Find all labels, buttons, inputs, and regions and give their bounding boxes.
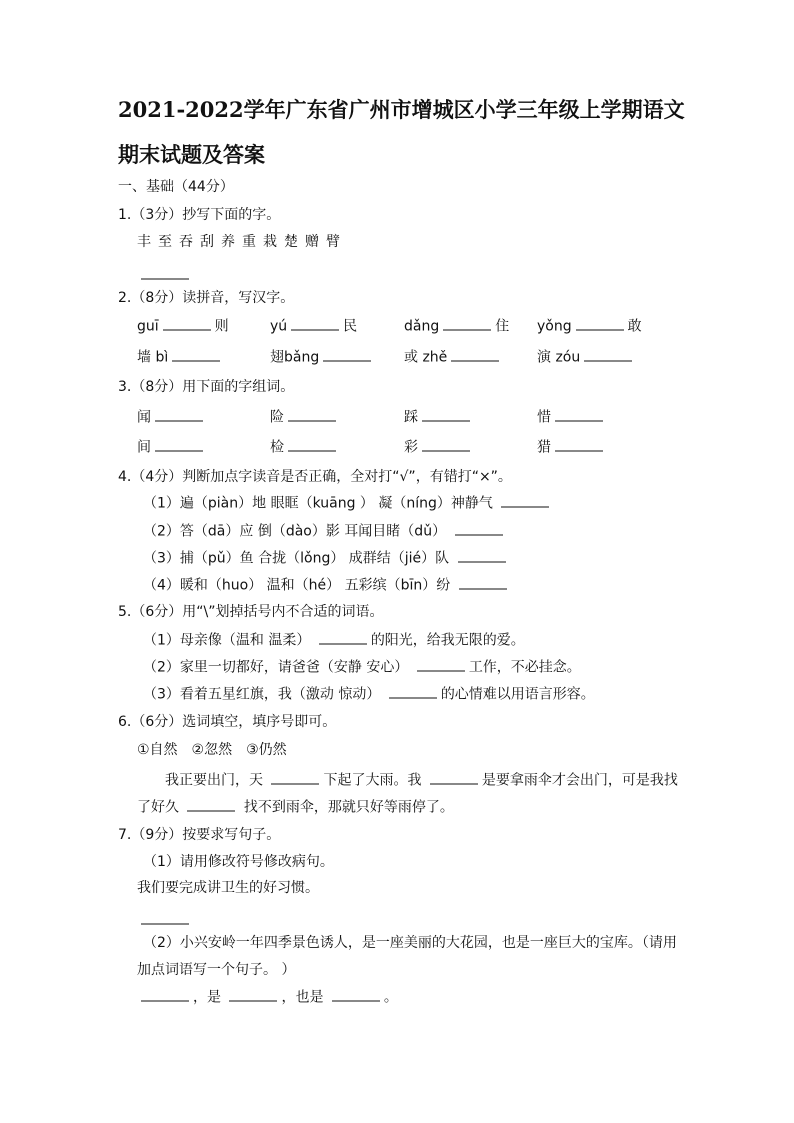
- text-segment: 是要拿雨伞才会出门，可是我找: [481, 772, 678, 789]
- q7-2-answer-line: [137, 987, 398, 1008]
- q7-1-line: [143, 852, 334, 872]
- answer-blank[interactable]: [576, 316, 624, 331]
- q2-row1-cell: [270, 316, 357, 337]
- q3-line: [118, 377, 294, 397]
- q2-row2-cell: [537, 347, 636, 368]
- text-segment: （2）小兴安岭一年四季景色诱人，是一座美丽的大花园，也是一座巨大的宝库。（请用: [143, 935, 677, 951]
- q5-3-line: [143, 684, 595, 705]
- answer-blank[interactable]: [458, 548, 506, 563]
- q2-row1-cell: [404, 316, 509, 337]
- answer-blank[interactable]: [163, 316, 211, 331]
- text-segment: 间: [137, 439, 151, 456]
- q7-2-cont-line: [137, 960, 295, 980]
- q1-line: [118, 205, 280, 225]
- text-segment: （3）看着五星红旗，我（激动 惊动）: [143, 686, 385, 703]
- text-segment: 6.（6分）选词填空，填序号即可。: [118, 714, 337, 730]
- answer-blank[interactable]: [271, 770, 319, 785]
- answer-blank[interactable]: [141, 265, 189, 280]
- character: 吞: [179, 234, 193, 250]
- answer-blank[interactable]: [187, 797, 235, 812]
- text-segment: （1）请用修改符号修改病句。: [143, 854, 334, 870]
- document-title-line-2: 期末试题及答案: [118, 142, 265, 167]
- text-segment: yǒng: [537, 318, 572, 335]
- answer-blank[interactable]: [443, 316, 491, 331]
- answer-blank[interactable]: [459, 575, 507, 590]
- text-segment: 翅bǎng: [270, 349, 320, 366]
- text-segment: 我们要完成讲卫生的好习惯。: [137, 880, 319, 896]
- q3-row2-cell: [537, 437, 607, 458]
- answer-blank[interactable]: [172, 347, 220, 362]
- q7-1-sentence-line: [137, 878, 319, 898]
- text-segment: 的心情难以用语言形容。: [440, 686, 595, 703]
- q4-2-line: [143, 521, 507, 542]
- text-segment: 4.（4分）判断加点字读音是否正确，全对打“√”，有错打“×”。: [118, 469, 512, 485]
- text-segment: yú: [270, 318, 288, 335]
- answer-blank[interactable]: [389, 684, 437, 699]
- q4-line: [118, 467, 512, 487]
- section-heading: 一、基础（44分）: [118, 179, 234, 195]
- q3-row1-cell: [270, 407, 340, 428]
- character: 楚: [284, 234, 298, 250]
- document-title-line-1: 2021-2022学年广东省广州市增城区小学三年级上学期语文: [118, 97, 685, 122]
- text-segment: （1）母亲像（温和 温柔）: [143, 632, 315, 649]
- q7-1-answer-line: [137, 910, 193, 931]
- answer-blank[interactable]: [291, 316, 339, 331]
- text-segment: 加点词语写一个句子。 ）: [137, 962, 296, 978]
- text-segment: （2）答（dā）应 倒（dào）影 耳闻目睹（dǔ）: [143, 523, 451, 540]
- answer-blank[interactable]: [555, 407, 603, 422]
- answer-blank[interactable]: [417, 657, 465, 672]
- text-segment: guī: [137, 318, 159, 335]
- text-segment: 7.（9分）按要求写句子。: [118, 827, 281, 843]
- character: 臂: [326, 234, 340, 250]
- text-segment: （3）捕（pǔ）鱼 合拢（lǒng） 成群结（jié）队: [143, 550, 454, 567]
- answer-blank[interactable]: [319, 630, 367, 645]
- q3-row2-cell: [137, 437, 207, 458]
- text-segment: 找不到雨伞，那就只好等雨停了。: [239, 799, 454, 816]
- text-segment: 1.（3分）抄写下面的字。: [118, 207, 281, 223]
- text-segment: 墙 bì: [137, 349, 169, 366]
- text-segment: 民: [343, 318, 358, 335]
- text-segment: 工作，不必挂念。: [468, 659, 581, 676]
- answer-blank[interactable]: [422, 407, 470, 422]
- q6-text1-line: [165, 770, 678, 791]
- text-segment: 我正要出门，天: [165, 772, 268, 789]
- q3-row1-cell: [404, 407, 474, 428]
- text-segment: （1）遍（piàn）地 眼眶（kuāng ） 凝（níng）神静气: [143, 495, 498, 512]
- q4-4-line: [143, 575, 511, 596]
- q1-chars-line: [137, 232, 347, 252]
- text-segment: 敢: [627, 318, 642, 335]
- text-segment: 彩: [404, 439, 418, 456]
- q7-line: [118, 825, 280, 845]
- text-segment: 演 zóu: [537, 349, 581, 366]
- text-segment: 3.（8分）用下面的字组词。: [118, 379, 295, 395]
- q2-row1-cell: [537, 316, 642, 337]
- answer-blank[interactable]: [451, 347, 499, 362]
- q5-line: [118, 602, 384, 622]
- character: 重: [242, 234, 256, 250]
- answer-blank[interactable]: [141, 987, 189, 1002]
- q5-1-line: [143, 630, 525, 651]
- q4-1-line: [143, 493, 553, 514]
- text-segment: 险: [270, 409, 284, 426]
- text-segment: 的阳光，给我无限的爱。: [370, 632, 525, 649]
- q2-row2-cell: [404, 347, 503, 368]
- q5-2-line: [143, 657, 581, 678]
- text-segment: 则: [214, 318, 229, 335]
- character: 丰: [137, 234, 151, 250]
- answer-blank[interactable]: [501, 493, 549, 508]
- answer-blank[interactable]: [332, 987, 380, 1002]
- answer-blank[interactable]: [155, 407, 203, 422]
- text-segment: ，也是: [281, 989, 328, 1006]
- text-segment: 2.（8分）读拼音，写汉字。: [118, 290, 295, 306]
- answer-blank[interactable]: [323, 347, 371, 362]
- q3-row2-cell: [404, 437, 474, 458]
- answer-blank[interactable]: [430, 770, 478, 785]
- q6-line: [118, 712, 336, 732]
- character: 至: [158, 234, 172, 250]
- q3-row1-cell: [537, 407, 607, 428]
- text-segment: 惜: [537, 409, 551, 426]
- answer-blank[interactable]: [555, 437, 603, 452]
- q4-3-line: [143, 548, 510, 569]
- text-segment: （2）家里一切都好，请爸爸（安静 安心）: [143, 659, 413, 676]
- text-segment: dǎng: [404, 318, 440, 335]
- answer-blank[interactable]: [584, 347, 632, 362]
- character: 栽: [263, 234, 277, 250]
- answer-blank[interactable]: [288, 407, 336, 422]
- q7-2-line: [143, 933, 677, 953]
- q6-options-line: [137, 740, 287, 760]
- text-segment: ，是: [193, 989, 226, 1006]
- text-segment: （4）暖和（huo） 温和（hé） 五彩缤（bīn）纷: [143, 577, 455, 594]
- q3-row2-cell: [270, 437, 340, 458]
- text-segment: 或 zhě: [404, 349, 448, 366]
- q1-answer-line: [137, 265, 193, 286]
- text-segment: 。: [383, 989, 398, 1006]
- q2-row2-cell: [270, 347, 375, 368]
- text-segment: 下起了大雨。我: [323, 772, 426, 789]
- q2-row1-cell: [137, 316, 229, 337]
- text-segment: 踩: [404, 409, 418, 426]
- text-segment: 猎: [537, 439, 551, 456]
- text-segment: 闻: [137, 409, 151, 426]
- answer-blank[interactable]: [288, 437, 336, 452]
- character: 刮: [200, 234, 214, 250]
- text-segment: 住: [495, 318, 510, 335]
- answer-blank[interactable]: [422, 437, 470, 452]
- answer-blank[interactable]: [229, 987, 277, 1002]
- answer-blank[interactable]: [141, 910, 189, 925]
- q2-line: [118, 288, 294, 308]
- answer-blank[interactable]: [155, 437, 203, 452]
- text-segment: 检: [270, 439, 284, 456]
- q6-text2-line: [137, 797, 454, 818]
- character: 赠: [305, 234, 319, 250]
- text-segment: 5.（6分）用“\”划掉括号内不合适的词语。: [118, 604, 384, 620]
- text-segment: 了好久: [137, 799, 184, 816]
- answer-blank[interactable]: [455, 521, 503, 536]
- text-segment: ①自然 ②忽然 ③仍然: [137, 742, 287, 758]
- q3-row1-cell: [137, 407, 207, 428]
- q2-row2-cell: [137, 347, 224, 368]
- character: 养: [221, 234, 235, 250]
